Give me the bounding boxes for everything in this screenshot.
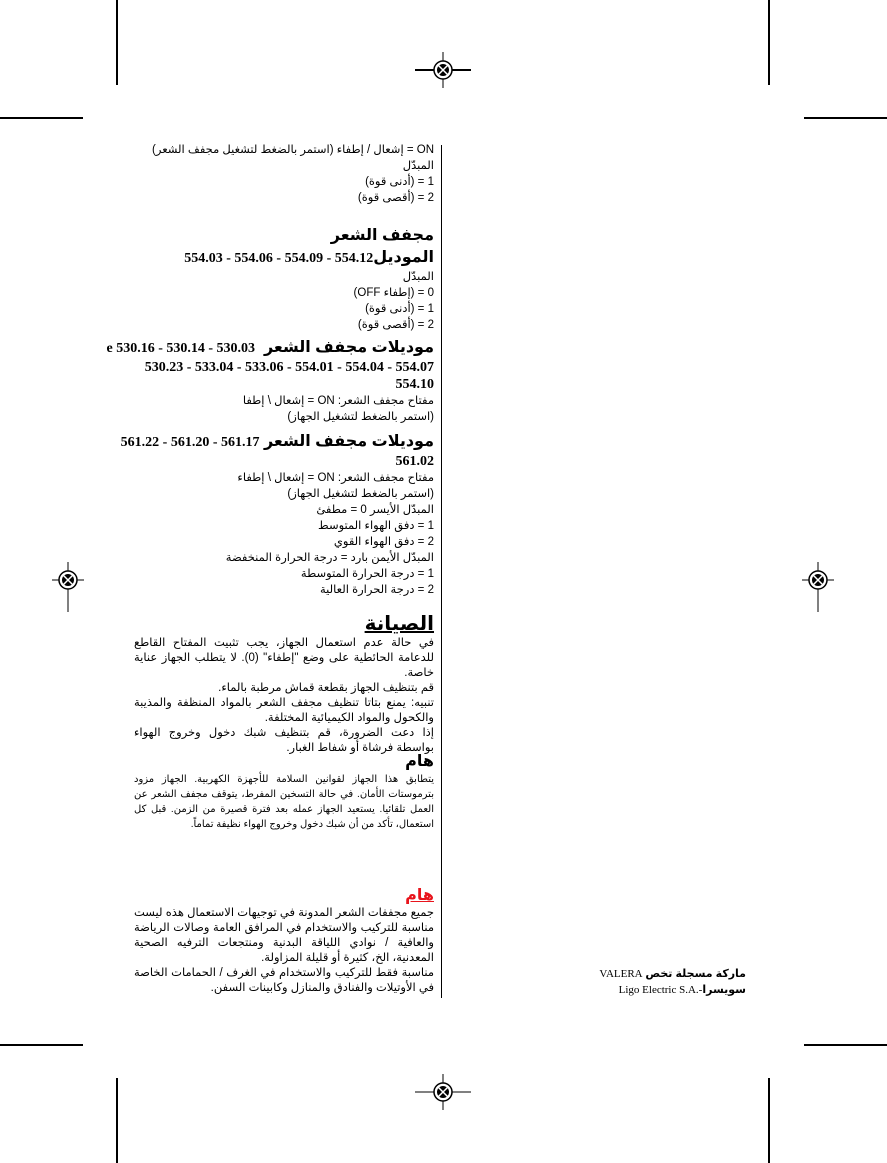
registration-mark-left <box>50 562 86 612</box>
models-530-section <box>106 338 434 425</box>
crop-mark-bottom-left-horizontal <box>0 1044 83 1046</box>
registration-mark-right <box>800 562 836 612</box>
brand-text: ماركة مسجلة تخص <box>645 968 746 980</box>
maintenance-paragraph: إذا دعت الضرورة، قم بتنظيف شبك دخول وخروج الهواء بواسطة فرشاة أو شفاط الغبار. <box>134 727 434 754</box>
crop-mark-bottom-right-horizontal <box>804 1044 887 1046</box>
brand-line-2 <box>610 982 746 998</box>
important-paragraph: مناسبة فقط للتركيب والاستخدام في الغرف / الحمامات الخاصة في الأوتيلات والفنادق والمنازل وكابينات السفن. <box>134 967 434 994</box>
brand-country: سويسرا <box>702 984 746 996</box>
maintenance-title: الصيانة <box>364 613 434 635</box>
model-line <box>134 248 434 269</box>
switch-label: المبدّل <box>402 271 434 283</box>
model-numbers-line2: 561.02 <box>395 454 434 469</box>
maintenance-paragraph: قم بتنظيف الجهاز بقطعة قماش مرطبة بالماء. <box>218 682 434 694</box>
crop-mark-top-left-vertical <box>116 0 118 85</box>
left-switch-option-1: 1 = دفق الهواء المتوسط <box>318 520 434 532</box>
section-title: مجفف الشعر <box>330 227 434 244</box>
maintenance-paragraph: تنبيه: يمنع بتاتا تنظيف مجفف الشعر بالمواد المنظفة والمذيبة والكحول والمواد الكيميائية المختلفة. <box>134 697 434 724</box>
model-numbers: 554.03 - 554.06 - 554.09 - 554.12 <box>184 251 374 266</box>
switch-option-0: 0 = (إطفاء OFF) <box>353 287 434 299</box>
models-561-section <box>120 432 434 598</box>
switch-line: مفتاح مجفف الشعر: ON = إشعال \ إطفا <box>242 395 434 407</box>
important-text: يتطابق هذا الجهاز لقوانين السلامة للأجهزة الكهربية. الجهاز مزود بترموستات الأمان. في حالة التسخين المفرط، يتوقف مجفف الشعر عن العمل تلقائيا. يستعيد الجهاز عمله بعد فترة قصيرة من الزمن. قبل كل استعمال، تأكد من أن شبك دخول وخروج الهواء نظيفة تماماً. <box>134 774 434 830</box>
brand-name: VALERA <box>599 968 643 980</box>
hair-dryer-section <box>134 226 434 333</box>
registration-mark-bottom <box>415 1072 471 1112</box>
column-divider <box>441 145 442 998</box>
switch-option-2: 2 = (أقصى قوة) <box>357 192 434 204</box>
switch-line: مفتاح مجفف الشعر: ON = إشعال \ إطفاء <box>237 472 434 484</box>
important-title: هام <box>405 753 434 770</box>
switch-label: المبدّل <box>402 160 434 172</box>
maintenance-paragraph: في حالة عدم استعمال الجهاز، يجب تثبيت المفتاح القاطع للدعامة الحائطية على وضع "إطفاء" (0). لا يتطلب الجهاز عناية خاصة. <box>134 637 434 679</box>
maintenance-section <box>134 612 434 756</box>
switch-option-1: 1 = (أدنى قوة) <box>365 303 434 315</box>
model-numbers-line1: 561.22 - 561.20 - 561.17 <box>120 435 260 450</box>
press-note: (استمر بالضغط لتشغيل الجهاز) <box>287 488 434 500</box>
switch-option-2: 2 = (أقصى قوة) <box>357 319 434 331</box>
crop-mark-top-right-vertical <box>768 0 770 85</box>
press-note: (استمر بالضغط لتشغيل الجهاز) <box>287 411 434 423</box>
brand-note <box>599 966 746 998</box>
important-title-red: هام <box>405 887 434 904</box>
important-paragraph: جميع مجففات الشعر المدونة في توجيهات الاستعمال هذه ليست مناسبة للتركيب والاستخدام في المرافق العامة وصالات الرياضة والعافية / نوادي اللياقة البدنية ومنتجعات الترفيه الصحية المعدنية، الخ، كثيرة أو قليلة المزاولة. <box>134 907 434 964</box>
on-off-line: ON = إشعال / إطفاء (استمر بالضغط لتشغيل مجفف الشعر) <box>152 144 434 156</box>
registration-mark-top <box>415 50 471 90</box>
switch-option-1: 1 = (أدنى قوة) <box>365 176 434 188</box>
crop-mark-top-right-horizontal <box>804 117 887 119</box>
section-title-line <box>120 432 434 453</box>
crop-mark-bottom-left-vertical <box>116 1078 118 1163</box>
brand-company: Ligo Electric S.A.- <box>618 984 703 996</box>
section-title: موديلات مجفف الشعر <box>263 433 434 450</box>
left-switch-option-2: 2 = دفق الهواء القوي <box>333 536 434 548</box>
right-switch-label: المبدّل الأيمن بارد = درجة الحرارة المنخفضة <box>225 552 434 564</box>
left-switch-label: المبدّل الأيسر 0 = مطفئ <box>316 504 434 516</box>
crop-mark-top-left-horizontal <box>0 117 83 119</box>
brand-line-1 <box>599 966 746 982</box>
model-numbers-line2: 530.23 - 533.04 - 533.06 - 554.01 - 554.04 - 554.07 <box>144 360 434 375</box>
section-title: موديلات مجفف الشعر <box>263 339 434 356</box>
crop-mark-bottom-right-vertical <box>768 1078 770 1163</box>
model-numbers-line3: 554.10 <box>395 377 434 392</box>
model-numbers-line1: e 530.16 - 530.14 - 530.03 <box>106 341 256 356</box>
right-switch-option-1: 1 = درجة الحرارة المتوسطة <box>300 568 434 580</box>
intro-block <box>134 142 434 206</box>
section-title-line <box>106 338 434 359</box>
right-switch-option-2: 2 = درجة الحرارة العالية <box>320 584 434 596</box>
model-label: الموديل <box>373 249 434 266</box>
important-notice-2 <box>134 886 434 996</box>
important-notice-1 <box>134 752 434 832</box>
